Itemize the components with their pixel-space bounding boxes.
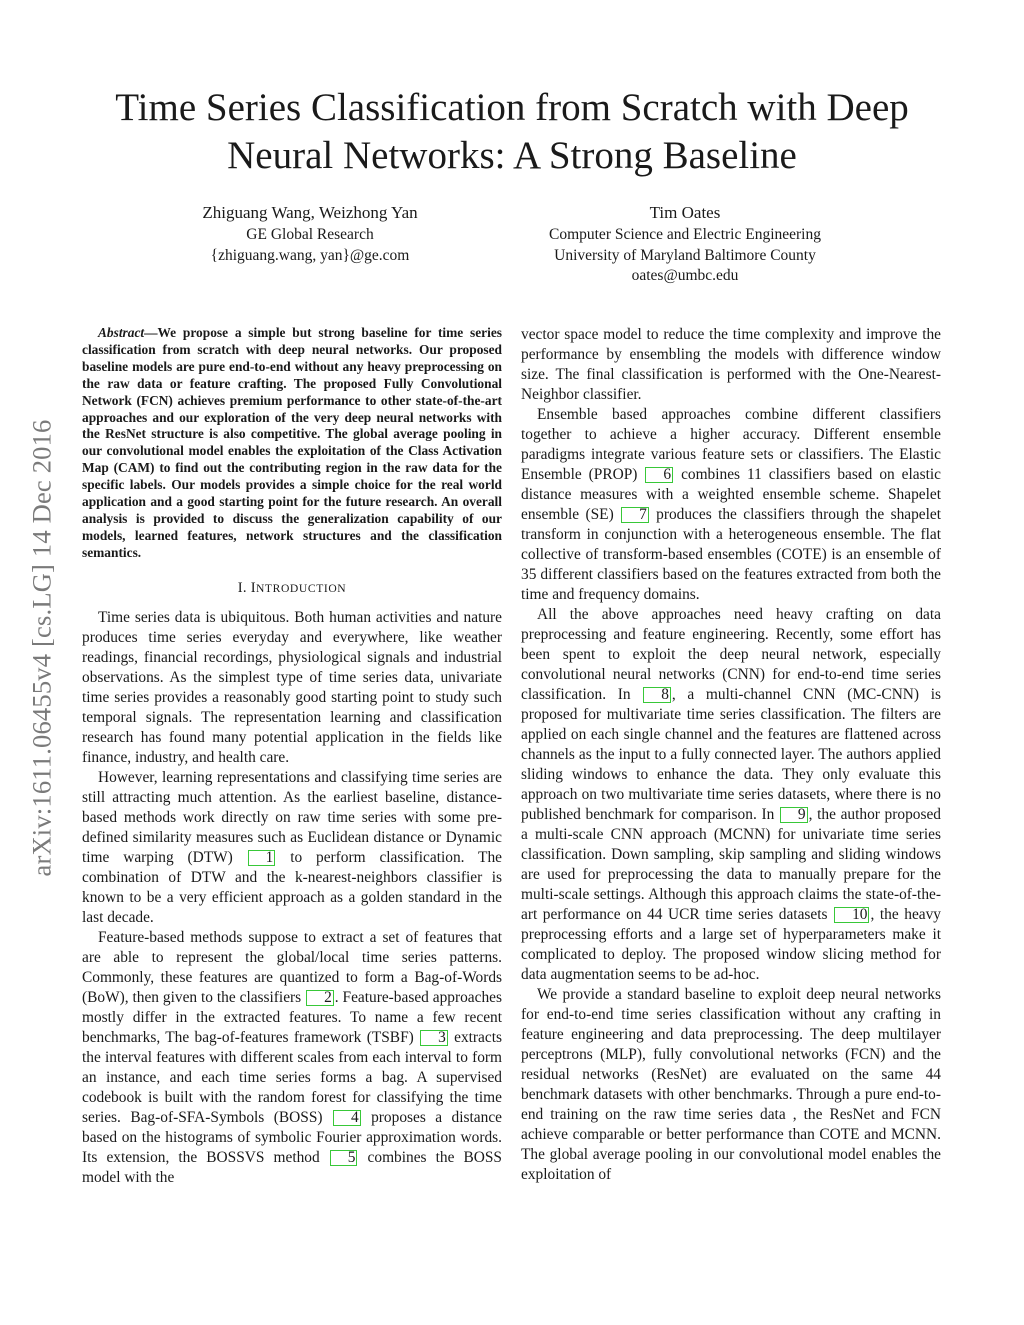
paragraph-text: We provide a standard baseline to exploit deep neural networks for end-to-end time series classification without any crafting in feature engineering and data preprocessing. The deep multilayer perceptrons (MLP), fully convolutional networks (FCN) and the residual networks (ResNet) are evaluated on the same 44 benchmark datasets with other benchmarks. Through a pure end-to-end training on the raw time series data , the ResNet and FCN achieve comparable or better performance than COTE and MCNN. The global average pooling in our convolutional model enables the exploitation of bbox=[521, 986, 941, 1183]
left-column bbox=[82, 325, 502, 1188]
paragraph-text: produces the classifiers through the shapelet transform in conjunction with a heterogeneous ensemble. The flat collective of transform-based ensembles (COTE) is an ensemble of 35 different classifiers based on the features extracted from both the time and frequency domains. bbox=[521, 506, 942, 603]
arxiv-identifier: arXiv:1611.06455v4 [cs.LG] 14 Dec 2016 bbox=[26, 418, 57, 877]
author-block-1 bbox=[150, 203, 470, 266]
paper-title: Time Series Classification from Scratch with Deep Neural Networks: A Strong Baseline bbox=[115, 86, 909, 177]
right-paragraphs bbox=[521, 325, 941, 1185]
paragraph-text: Time series data is ubiquitous. Both human activities and nature produces time series everyday and everywhere, like weather readings, financial recordings, physiological signals and industrial observations. As the simplest type of time series data, univariate time series provides a reasonably good starting point to study such temporal signals. The representation learning and classification research has found many potential application in the fields like finance, industry, and health care. bbox=[82, 608, 502, 766]
citation-link[interactable]: 9 bbox=[780, 807, 808, 823]
citation-link[interactable]: 1 bbox=[248, 850, 276, 866]
paragraph-text: , a multi-channel CNN (MC-CNN) is proposed for multivariate time series classification. The filters are applied on each single channel and the features are flattened across channels as the input to a fully connected layer. The authors applied sliding windows to enhance the data. They only evaluate this approach on two multivariate time series datasets, where there is no published benchmark for comparison. In bbox=[521, 686, 941, 823]
section-number: I. bbox=[237, 579, 251, 596]
body-paragraph bbox=[521, 405, 941, 605]
abstract bbox=[82, 325, 502, 562]
body-paragraph bbox=[521, 605, 941, 985]
section-initial: I bbox=[250, 579, 256, 596]
citation-link[interactable]: 6 bbox=[645, 467, 673, 483]
right-column bbox=[521, 325, 941, 1185]
body-paragraph bbox=[82, 608, 502, 768]
paragraph-text: , the heavy preprocessing efforts and a large set of hyperparameters make it complicated to deploy. The proposed window slicing method for data augmentation seems to be ad-hoc. bbox=[521, 906, 941, 983]
author-name: Zhiguang Wang, Weizhong Yan bbox=[202, 203, 418, 222]
paragraph-text: However, learning representations and classifying time series are still attracting much attention. As the earliest baseline, distance-based methods work directly on raw time series with some pre-defined similarity measures such as Euclidean distance or Dynamic time warping (DTW) bbox=[82, 768, 502, 866]
abstract-label: Abstract bbox=[98, 325, 145, 340]
paragraph-text: combines 11 classifiers based on elastic distance measures with a weighted ensemble scheme. Shapelet ensemble (SE) bbox=[521, 466, 941, 523]
author-email: oates@umbc.edu bbox=[631, 267, 739, 284]
citation-link[interactable]: 5 bbox=[330, 1150, 358, 1166]
author-email: {zhiguang.wang, yan}@ge.com bbox=[210, 246, 410, 264]
paragraph-text: All the above approaches need heavy crafting on data preprocessing and feature engineering. Recently, some effort has been spent to exploit the deep neural network, especially convolutional neural networks (CNN) for end-to-end time series classification. In bbox=[521, 606, 941, 703]
paragraph-text: , the author proposed a multi-scale CNN approach (MCNN) for univariate time series classification. Down sampling, skip sampling and sliding windows are used for preprocessing the data to manually prepare for the multi-scale settings. Although this approach claims the state-of-the-art performance on 44 UCR time series datasets bbox=[521, 806, 941, 923]
paragraph-text: . Feature-based approaches mostly differ in the extracted features. To name a few recent benchmarks, The bag-of-features framework (TSBF) bbox=[82, 988, 502, 1046]
citation-link[interactable]: 3 bbox=[420, 1030, 448, 1046]
citation-link[interactable]: 8 bbox=[643, 687, 671, 703]
paragraph-text: combines the BOSS model with the bbox=[82, 1148, 502, 1186]
arxiv-side-stamp bbox=[20, 350, 64, 945]
citation-link[interactable]: 10 bbox=[834, 907, 869, 923]
author-block-2 bbox=[500, 203, 870, 287]
abstract-text: —We propose a simple but strong baseline for time series classification from scratch with deep neural networks. Our proposed baseline models are pure end-to-end without any heavy preprocessing on the raw data or feature crafting. The proposed Fully Convolutional Network (FCN) achieves premium performance to other state-of-the-art approaches and our exploration of the very deep neural networks with the ResNet structure is also competitive. The global average pooling in our convolutional model enables the exploitation of the Class Activation Map (CAM) to find out the contributing region in the raw data for the specific labels. Our models provides a simple choice for the real world application and a good starting point for the future research. An overall analysis is provided to discuss the generalization capability of our models, learned features, network structures and the classification semantics. bbox=[82, 325, 502, 560]
paragraph-text: vector space model to reduce the time complexity and improve the performance by ensembling the models with difference window size. The final classification is performed with the One-Nearest-Neighbor classifier. bbox=[521, 326, 941, 403]
citation-link[interactable]: 2 bbox=[306, 990, 334, 1006]
author-affiliation: GE Global Research bbox=[246, 226, 374, 243]
body-paragraph bbox=[82, 768, 502, 928]
author-department: Computer Science and Electric Engineering bbox=[548, 226, 821, 243]
author-name: Tim Oates bbox=[649, 203, 721, 222]
section-heading-introduction bbox=[82, 580, 502, 597]
paragraph-text: to perform classification. The combination of DTW and the k-nearest-neighbors classifier is known to be a very efficient approach as a golden standard in the last decade. bbox=[82, 848, 502, 926]
section-title-rest: NTRODUCTION bbox=[255, 581, 347, 595]
paragraph-text: Feature-based methods suppose to extract a set of features that are able to represent the global/local time series patterns. Commonly, these features are quantized to form a Bag-of-Words (BoW), then given to the classifiers bbox=[82, 928, 502, 1006]
author-affiliation: University of Maryland Baltimore County bbox=[554, 246, 816, 264]
paragraph-text: proposes a distance based on the histograms of symbolic Fourier approximation words. Its extension, the BOSSVS method bbox=[82, 1108, 502, 1166]
left-paragraphs bbox=[82, 608, 502, 1188]
body-paragraph bbox=[521, 325, 941, 405]
body-paragraph bbox=[82, 928, 502, 1188]
citation-link[interactable]: 7 bbox=[621, 507, 649, 523]
body-paragraph bbox=[521, 985, 941, 1185]
paragraph-text: Ensemble based approaches combine different classifiers together to achieve a higher accuracy. Different ensemble paradigms integrate various feature sets or classifiers. The Elastic Ensemble (PROP) bbox=[521, 406, 941, 483]
paragraph-text: extracts the interval features with different scales from each interval to form an instance, and each time series forms a bag. A supervised codebook is built with the random forest for classifying the time series. Bag-of-SFA-Symbols (BOSS) bbox=[82, 1028, 502, 1126]
citation-link[interactable]: 4 bbox=[333, 1110, 361, 1126]
